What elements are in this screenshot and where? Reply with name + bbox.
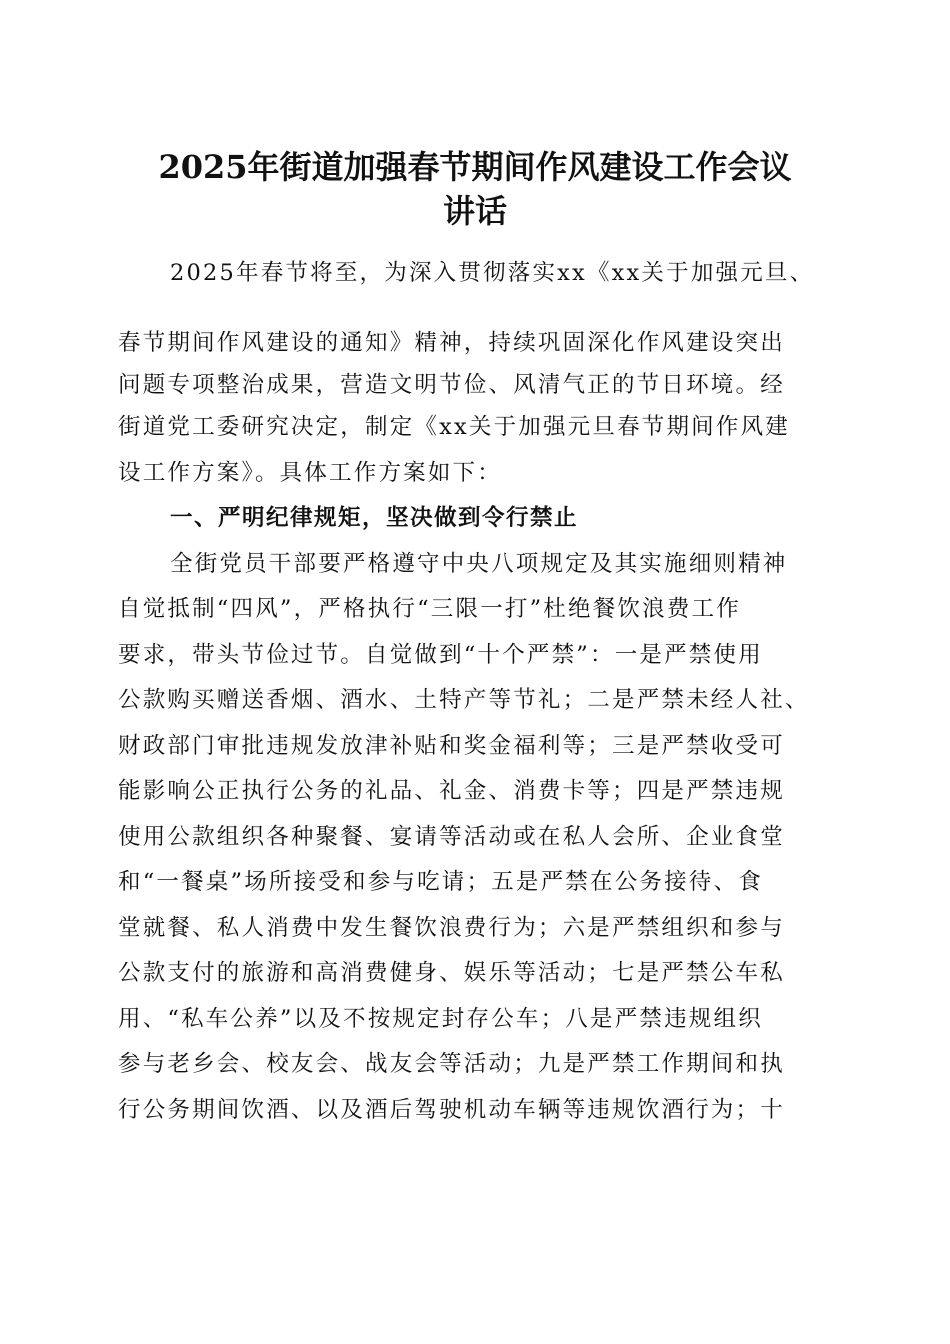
section-heading-1: 一、严明纪律规矩，坚决做到令行禁止 <box>170 505 579 531</box>
paragraph-2-line-1: 全街党员干部要严格遵守中央八项规定及其实施细则精神 <box>170 551 788 577</box>
paragraph-2-line-12: 参与老乡会、校友会、战友会等活动；九是严禁工作期间和执 <box>118 1051 785 1077</box>
paragraph-1-line-2: 春节期间作风建设的通知》精神，持续巩固深化作风建设突出 <box>118 330 785 356</box>
paragraph-1-line-3: 问题专项整治成果，营造文明节俭、风清气正的节日环境。经 <box>118 372 785 398</box>
paragraph-2-line-4: 公款购买赠送香烟、酒水、土特产等节礼；二是严禁未经人社、 <box>118 687 810 713</box>
paragraph-2-line-2: 自觉抵制“四风”，严格执行“三限一打”杜绝餐饮浪费工作 <box>118 596 741 622</box>
paragraph-2-line-10: 公款支付的旅游和高消费健身、娱乐等活动；七是严禁公车私 <box>118 960 785 986</box>
paragraph-2-line-3: 要求，带头节俭过节。自觉做到“十个严禁”：一是严禁使用 <box>118 642 763 668</box>
paragraph-2-line-13: 行公务期间饮酒、以及酒后驾驶机动车辆等违规饮酒行为；十 <box>118 1097 785 1123</box>
paragraph-2-line-6: 能影响公正执行公务的礼品、礼金、消费卡等；四是严禁违规 <box>118 778 785 804</box>
paragraph-1-line-4: 街道党工委研究决定，制定《xx关于加强元旦春节期间作风建 <box>118 414 790 440</box>
paragraph-2-line-9: 堂就餐、私人消费中发生餐饮浪费行为；六是严禁组织和参与 <box>118 915 785 941</box>
paragraph-2-line-5: 财政部门审批违规发放津补贴和奖金福利等；三是严禁收受可 <box>118 733 785 759</box>
paragraph-1-line-5: 设工作方案》。具体工作方案如下： <box>118 460 502 486</box>
document-title-line-1: 2025年街道加强春节期间作风建设工作会议 <box>158 148 792 186</box>
paragraph-2-line-11: 用、“私车公养”以及不按规定封存公车；八是严禁违规组织 <box>118 1006 763 1032</box>
paragraph-1-line-1: 2025年春节将至，为深入贯彻落实xx《xx关于加强元旦、 <box>170 260 815 286</box>
document-title-line-2: 讲话 <box>442 192 507 230</box>
paragraph-2-line-7: 使用公款组织各种聚餐、宴请等活动或在私人会所、企业食堂 <box>118 824 785 850</box>
paragraph-2-line-8: 和“一餐桌”场所接受和参与吃请；五是严禁在公务接待、食 <box>118 869 763 895</box>
